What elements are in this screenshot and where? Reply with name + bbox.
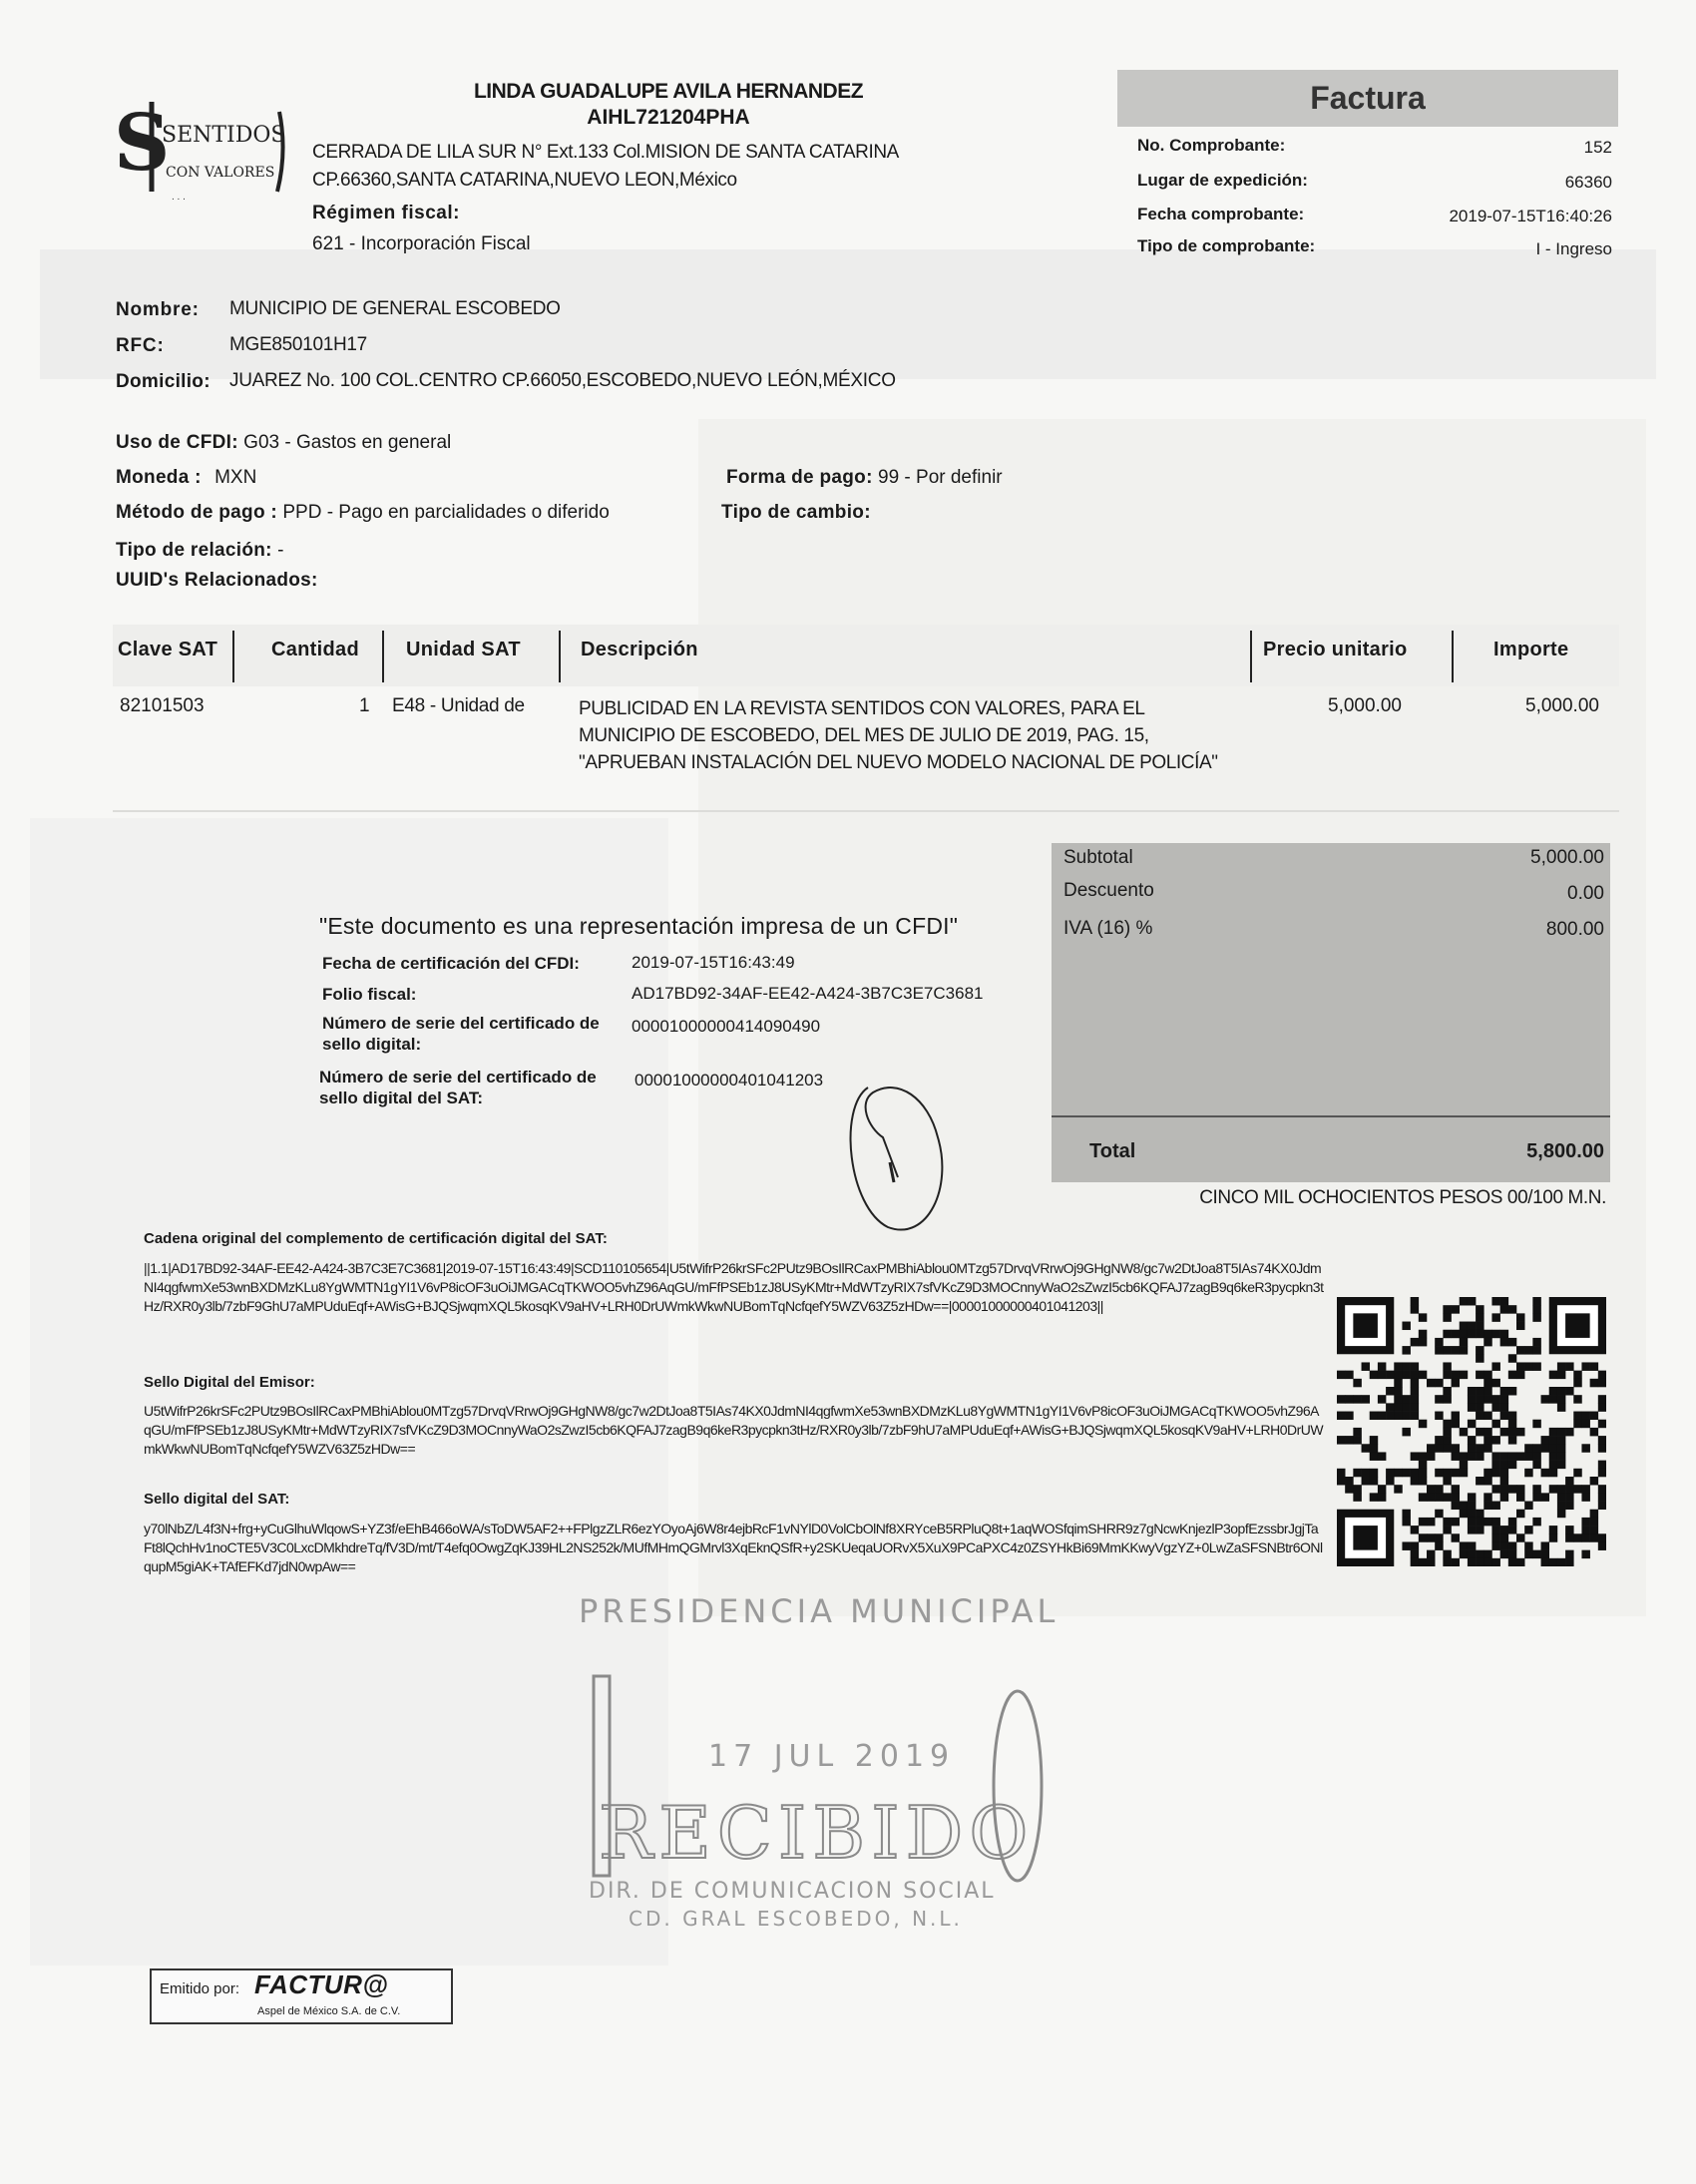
row-descripcion: PUBLICIDAD EN LA REVISTA SENTIDOS CON VALORES, PARA EL MUNICIPIO DE ESCOBEDO, DEL MES DE JULIO DE 2019, PAG. 15, "APRUEBAN INSTALACIÓN DEL NUEVO MODELO NACIONAL DE POLICÍA" [579, 698, 1218, 773]
total-value: 5,800.00 [1526, 1140, 1604, 1162]
uuid-row [116, 570, 318, 592]
meta-value-lugar: 66360 [1564, 173, 1612, 192]
receiver-rfc: MGE850101H17 [229, 334, 367, 355]
meta-label-comprobante: No. Comprobante: [1137, 136, 1286, 155]
metodo-pago-value: PPD - Pago en parcialidades o diferido [282, 502, 610, 523]
uso-cfdi-value: G03 - Gastos en general [243, 432, 452, 453]
uso-cfdi-label: Uso de CFDI: [116, 432, 238, 453]
totals-divider [1052, 1115, 1610, 1117]
descuento-label: Descuento [1063, 880, 1154, 901]
col-clave-sat: Clave SAT [118, 639, 218, 660]
row-precio-unitario: 5,000.00 [1328, 695, 1402, 716]
iva-value: 800.00 [1545, 919, 1604, 940]
stamp-line3: CD. GRAL ESCOBEDO, N.L. [629, 1907, 963, 1931]
svg-text:. . .: . . . [172, 192, 186, 203]
tipo-cambio-label: Tipo de cambio: [721, 502, 871, 523]
meta-value-tipo: I - Ingreso [1535, 239, 1612, 258]
row-clave-sat: 82101503 [120, 695, 205, 716]
logo-line2: CON VALORES [166, 165, 275, 181]
folio-fiscal-value: AD17BD92-34AF-EE42-A424-3B7C3E7C3681 [632, 984, 984, 1003]
document-title: Factura [1310, 80, 1426, 116]
logo-line1: SENTIDOS [162, 123, 286, 148]
receiver-name-label: Nombre: [116, 299, 200, 320]
moneda-value: MXN [214, 467, 257, 488]
qr-code [1337, 1297, 1606, 1566]
sentidos-con-valores-logo [112, 92, 291, 231]
meta-label-fecha: Fecha comprobante: [1137, 205, 1305, 223]
serie-emisor-label: Número de serie del certificado de sello digital: [322, 1014, 600, 1054]
stamp-word: RECIBIDO [599, 1791, 1035, 1875]
cadena-original-value: ||1.1|AD17BD92-34AF-EE42-A424-3B7C3E7C3681|2019-07-15T16:43:49|SCD110105654|U5tWifrP26krSFc2PUtz9BOsIlRCaxPMBhiAblou0MTzg57DrvqVRrwOj9GHgNW8/gc7w2DtJoa8T5IAs74KX0JdmNI4qgfwmXe53wnBXDMzKLu8YgWMTN1gYI1V6vP8icOF3uOiJMGACqTKWOO5vhZ96AqGU/mFfPSEb1zJ8USyKMtr+MdWTzyRIX7sfVKcZ9D3MOCnnyWaO2sZwzI5cb6KQFAJ7zagB9q6keR3pycpkn3tHz/RXR0y3lb/7zbF9GhU7aMPUduEqf+AWisG+BJQSjwqmXQL5kosqKV9aHV+LRH0DrUWmkWkwNUBomTqNcfqefY5WZV63Z5zHDw==|00001000000401041203|| [144, 1260, 1324, 1314]
stamp-line2: DIR. DE COMUNICACION SOCIAL [589, 1879, 996, 1904]
row-cantidad: 1 [359, 695, 370, 716]
emitido-por-label: Emitido por: [160, 1980, 240, 1997]
subtotal-value: 5,000.00 [1530, 847, 1604, 868]
regimen-value: 621 - Incorporación Fiscal [312, 233, 531, 254]
metodo-pago-row [116, 502, 610, 524]
meta-label-tipo: Tipo de comprobante: [1137, 236, 1316, 255]
col-importe: Importe [1493, 639, 1569, 660]
serie-emisor-value: 00001000000414090490 [632, 1017, 821, 1036]
total-label: Total [1089, 1140, 1136, 1162]
moneda-label: Moneda : [116, 467, 202, 488]
sello-emisor-label: Sello Digital del Emisor: [144, 1374, 315, 1391]
meta-label-lugar: Lugar de expedición: [1137, 171, 1308, 190]
issuer-address-line1: CERRADA DE LILA SUR N° Ext.133 Col.MISION DE SANTA CATARINA [312, 142, 899, 163]
serie-sat-value: 00001000000401041203 [635, 1071, 824, 1090]
col-cantidad: Cantidad [271, 639, 359, 660]
subtotal-label: Subtotal [1063, 847, 1133, 868]
col-separator [1250, 631, 1252, 682]
col-separator [232, 631, 234, 682]
receiver-rfc-label: RFC: [116, 335, 165, 356]
forma-pago-label: Forma de pago: [726, 467, 873, 488]
row-unidad-sat: E48 - Unidad de [392, 695, 525, 716]
issuer-address-line2: CP.66360,SANTA CATARINA,NUEVO LEON,México [312, 170, 737, 191]
regimen-label: Régimen fiscal: [312, 203, 460, 223]
tipo-relacion-value: - [277, 540, 284, 561]
cfdi-representation-note: "Este documento es una representación impresa de un CFDI" [319, 913, 959, 939]
svg-text:S: S [114, 98, 171, 189]
received-stamp [559, 1586, 1077, 1936]
row-importe: 5,000.00 [1525, 695, 1599, 716]
fecha-certificacion-value: 2019-07-15T16:43:49 [632, 953, 795, 972]
receiver-address-label: Domicilio: [116, 371, 211, 392]
stamp-date: 17 JUL 2019 [708, 1739, 956, 1774]
table-bottom-border [113, 810, 1619, 812]
forma-pago-value: 99 - Por definir [878, 467, 1003, 488]
col-unidad-sat: Unidad SAT [406, 639, 521, 660]
handwritten-signature [828, 1068, 968, 1237]
iva-label: IVA (16) % [1063, 918, 1153, 939]
forma-pago-row [726, 467, 1003, 489]
tipo-relacion-row [116, 540, 283, 562]
issuer-name: LINDA GUADALUPE AVILA HERNANDEZ [473, 80, 864, 103]
tipo-relacion-label: Tipo de relación: [116, 540, 272, 561]
uuid-label: UUID's Relacionados: [116, 570, 318, 591]
receiver-address: JUAREZ No. 100 COL.CENTRO CP.66050,ESCOBEDO,NUEVO LEÓN,MÉXICO [229, 370, 896, 391]
moneda-row [116, 467, 256, 489]
facture-brand: FACTUR@ [254, 1969, 389, 1999]
metodo-pago-label: Método de pago : [116, 502, 278, 523]
col-precio-unitario: Precio unitario [1263, 639, 1408, 660]
facture-brand-sub: Aspel de México S.A. de C.V. [257, 2005, 401, 2017]
serie-sat-label: Número de serie del certificado de sello digital del SAT: [319, 1068, 597, 1107]
col-separator [1452, 631, 1454, 682]
meta-value-comprobante: 152 [1583, 138, 1612, 157]
sello-sat-value: y70lNbZ/L4f3N+frg+yCuGlhuWlqowS+YZ3f/eEhB466oWA/sToDW5AF2++FPlgzZLR6ezYOyoAj6W8r4ejbRcF1vNYlD0VolCbOlNf8XRYceB5RPluQ8t+1aqWOSfqimSHRR9z7gNcwKnjezlP3opfEzssbrJgjTaFt8lQchHv1noCTE5V3C0LxcDMkhdreTq/fV3D/mt/T4efq0OwgZqKJ39HL2NS252k/MUfMHmQGMrvl3XqEknQSfR+y2SKUeqaUORvX5XuX9PCaPXC4z0ZSYHkBi69MmKKwyVgzYZ+0LwZaSFSNBtr6ONlqupM5giAK+TAfEFKd7jdN0wpAw== [144, 1521, 1323, 1574]
sello-sat-label: Sello digital del SAT: [144, 1491, 290, 1508]
sello-emisor-value: U5tWifrP26krSFc2PUtz9BOsIlRCaxPMBhiAblou0MTzg57DrvqVRrwOj9GHgNW8/gc7w2DtJoa8T5IAs74KX0JdmNI4qgfwmXe53wnBXDMzKLu8YgWMTN1gYI1V6vP8icOF3uOiJMGACqTKWOO5vhZ96AqGU/mFfPSEb1zJ8USyKMtr+MdWTzyRIX7sfVKcZ9D3MOCnnyWaO2sZwzI5cb6KQFAJ7zagB9q6keR3pycpkn3tHz/RXR0y3lb/7zbF9hU7aMPUduEqf+AWisG+BJQSjwqmXQL5kosqKV9aHV+LRH0DrUWmkWkwNUBomTqNcfqefY5WZV63Z5zHDw== [144, 1403, 1324, 1457]
uso-cfdi-row [116, 432, 451, 454]
col-descripcion: Descripción [581, 639, 698, 660]
col-separator [382, 631, 384, 682]
issuer-rfc: AIHL721204PHA [587, 106, 750, 129]
stamp-line1: PRESIDENCIA MUNICIPAL [579, 1592, 1060, 1630]
receiver-name: MUNICIPIO DE GENERAL ESCOBEDO [229, 298, 561, 319]
meta-value-fecha: 2019-07-15T16:40:26 [1449, 207, 1612, 225]
tipo-cambio-row [721, 502, 871, 524]
folio-fiscal-label: Folio fiscal: [322, 985, 417, 1004]
amount-in-words: CINCO MIL OCHOCIENTOS PESOS 00/100 M.N. [1199, 1187, 1606, 1208]
descuento-value: 0.00 [1567, 883, 1604, 904]
col-separator [559, 631, 561, 682]
cadena-original-label: Cadena original del complemento de certificación digital del SAT: [144, 1230, 608, 1247]
fecha-certificacion-label: Fecha de certificación del CFDI: [322, 954, 580, 973]
